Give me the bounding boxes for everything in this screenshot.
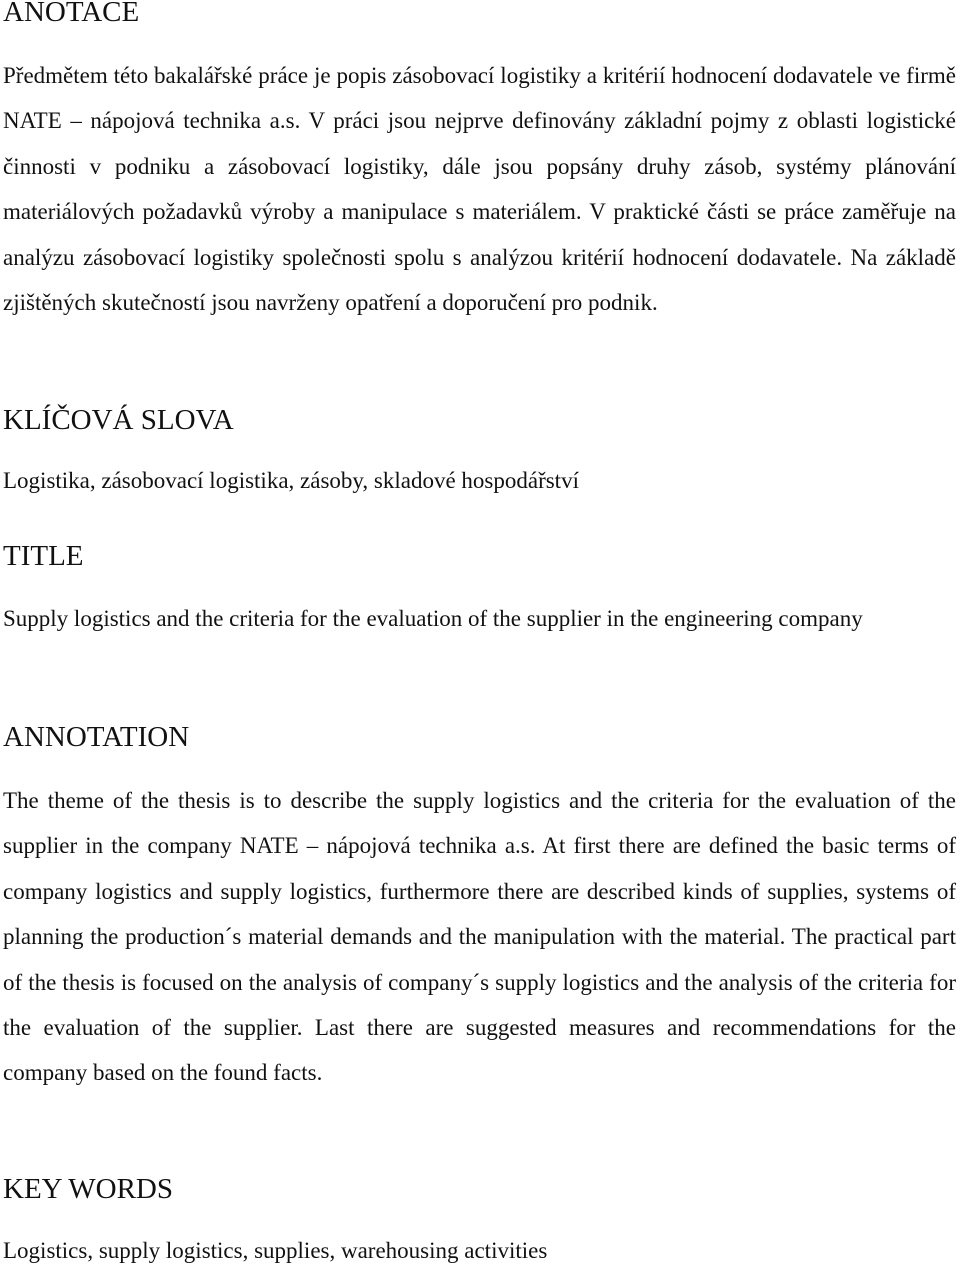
- anotace-heading: ANOTACE: [3, 0, 140, 28]
- annotation-text: The theme of the thesis is to describe the supply logistics and the criteria for the evaluation of the supplier in the company NATE – nápojová technika a.s. At first there are defined the basic terms of company logistics and supply logistics, furthermore there are described kinds of supplies, systems of planning the production´s material demands and the manipulation with the material. The practical part of the thesis is focused on the analysis of company´s supply logistics and the analysis of the criteria for the evaluation of the supplier. Last there are suggested measures and recommendations for the company based on the found facts.: [3, 788, 956, 1086]
- klicova-slova-text: Logistika, zásobovací logistika, zásoby, skladové hospodářství: [3, 468, 579, 493]
- key-words-text: Logistics, supply logistics, supplies, warehousing activities: [3, 1238, 548, 1263]
- annotation-heading: ANNOTATION: [3, 721, 190, 753]
- anotace-text-content: Předmětem této bakalářské práce je popis zásobovací logistiky a kritérií hodnocení dodavatele ve firmě NATE – nápojová technika a.s. V práci jsou nejprve definovány základní pojmy z oblasti logistické činnosti v podniku a zásobovací logistiky, dále jsou popsány druhy zásob, systémy plánování materiálových požadavků výroby a manipulace s materiálem. V praktické části se práce zaměřuje na analýzu zásobovací logistiky společnosti spolu s analýzou kritérií hodnocení dodavatele. Na základě zjištěných skutečností jsou navrženy opatření a doporučení pro podnik.: [3, 63, 956, 316]
- title-text: Supply logistics and the criteria for the evaluation of the supplier in the engineering company: [3, 606, 863, 631]
- klicova-slova-heading: KLÍČOVÁ SLOVA: [3, 404, 234, 436]
- anotace-text: [3, 53, 956, 325]
- key-words-heading: KEY WORDS: [3, 1173, 173, 1205]
- title-heading: TITLE: [3, 540, 84, 572]
